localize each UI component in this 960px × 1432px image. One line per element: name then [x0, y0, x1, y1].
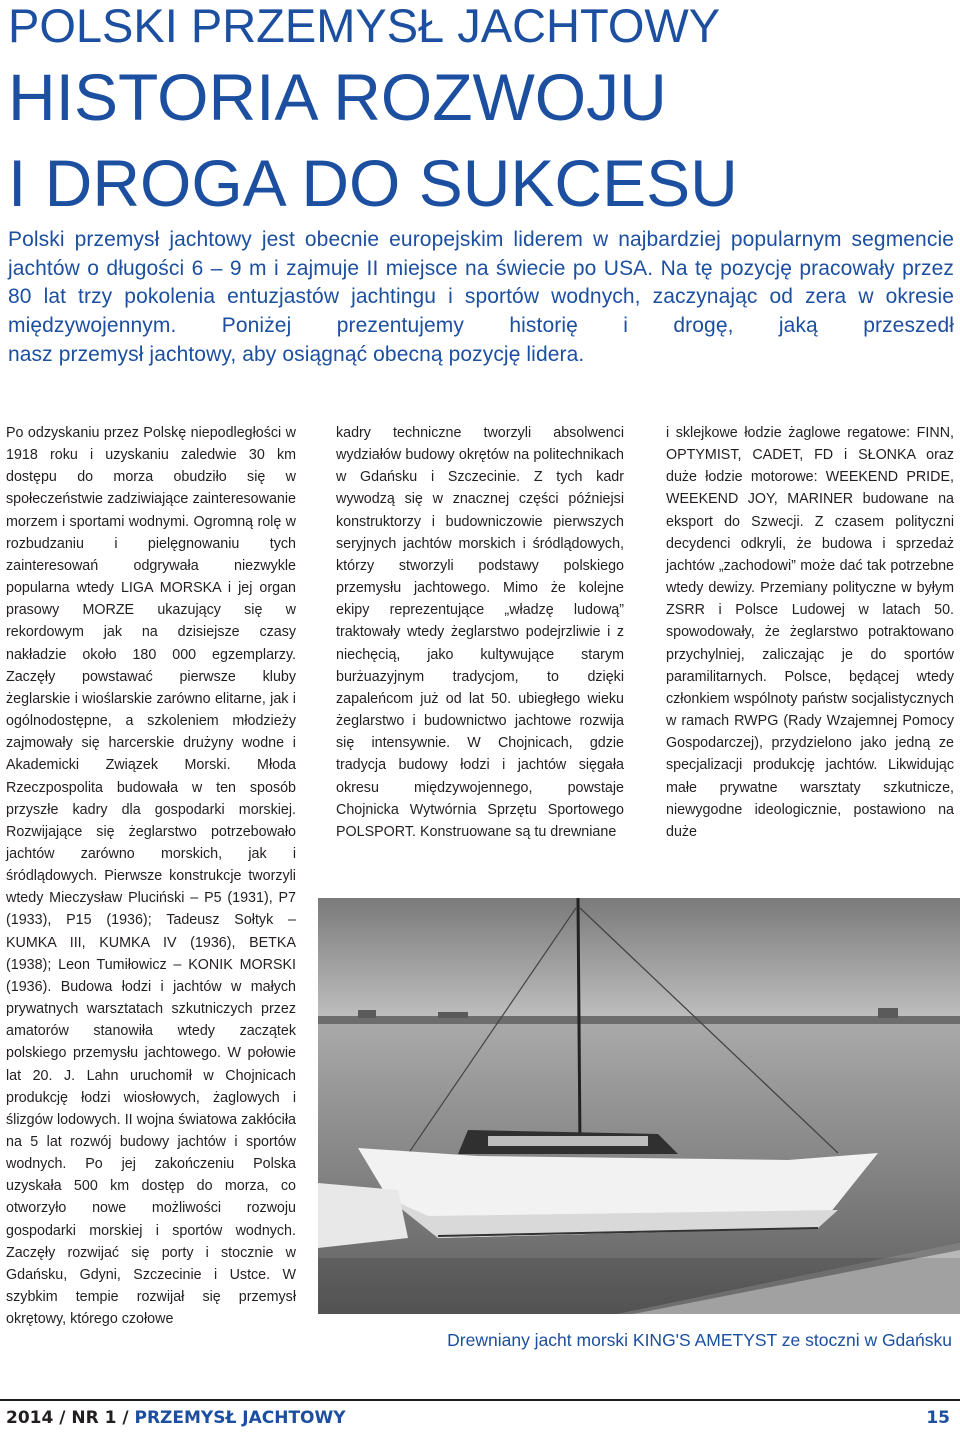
lead-paragraph — [8, 226, 954, 370]
title-line-3: I DROGA DO SUKCESU — [8, 146, 738, 220]
body-column-1: Po odzyskaniu przez Polskę niepodległości w 1918 roku i uzyskaniu zaledwie 30 km dostępu do morza obudziło się w społeczeństwie zadziwiające zainteresowanie morzem i sportami wodnymi. Ogromną rolę w rozbudzaniu i pielęgnowaniu tych zainteresowań odgrywała niezwykle popularna wtedy LIGA MORSKA i jej organ prasowy MORZE ukazujący się w rekordowym jak na dzisiejsze czasy nakładzie około 180 000 egzemplarzy. Zaczęły powstawać pierwsze kluby żeglarskie i wioślarskie zarówno elitarne, jak i ogólnodostępne, a szkoleniem młodzieży zajmowały się harcerskie drużyny wodne i Akademicki Związek Morski. Młoda Rzeczpospolita budowała w ten sposób przyszłe kadry dla gospodarki morskiej. Rozwijające się żeglarstwo potrzebowało jachtów zarówno morskich, jak i śródlądowych. Pierwsze konstrukcje tworzyli wtedy Mieczysław Pluciński – P5 (1931), P7 (1933), P15 (1936); Tadeusz Sołtyk – KUMKA III, KUMKA IV (1936), BETKA (1938); Leon Tumiłowicz – KONIK MORSKI (1936). Budowa łodzi i jachtów w małych prywatnych warsztatach szkutniczych przez amatorów stanowiła wtedy zaczątek polskiego przemysłu jachtowego. W połowie lat 20. J. Lahn uruchomił w Chojnicach produkcję łodzi wiosłowych, żaglowych i ślizgów lodowych. II wojna światowa zakłóciła na 5 lat rozwój budowy jachtów i sportów wodnych. Po jej zakończeniu Polska uzyskała 500 km dostęp do morza, co otworzyło nowe możliwości rozwoju gospodarki morskiej i sportów wodnych. Zaczęły rozwijać się porty i stocznie w Gdańsku, Gdyni, Szczecinie i Ustce. W szybkim tempie rozwijał się przemysł okrętowy, którego czołowe — [6, 425, 296, 1328]
lead-last-line: nasz przemysł jachtowy, aby osiągnąć obecną pozycję lidera. — [8, 342, 585, 366]
yacht-photo — [318, 898, 960, 1314]
footer-issue-number: 2014 / NR 1 / — [6, 1408, 135, 1428]
title-line-2: HISTORIA ROZWOJU — [8, 60, 667, 134]
body-column-2: kadry techniczne tworzyli absolwenci wydziałów budowy okrętów na politechnikach w Gdańsku i Szczecinie. Z tych kadr wywodzą się w znacznej części późniejsi konstruktorzy i budowniczowie pierwszych seryjnych jachtów morskich i śródlądowych, którzy stworzyli podstawy polskiego przemysłu jachtowego. Mimo że kolejne ekipy reprezentujące „władzę ludową” traktowały wtedy żeglarstwo podejrzliwie i z niechęcią, jako kultywujące starym burżuazyjnym tradycjom, to dzięki zapaleńcom już od lat 50. ubiegłego wieku żeglarstwo i budownictwo jachtowe rozwija się intensywnie. W Chojnicach, gdzie tradycja budowy łodzi i jachtów sięgała okresu międzywojennego, powstaje Chojnicka Wytwórnia Sprzętu Sportowego POLSPORT. Konstruowane są tu drewniane — [336, 425, 624, 840]
photo-caption: Drewniany jacht morski KING'S AMETYST ze stoczni w Gdańsku — [447, 1330, 952, 1350]
page-number: 15 — [926, 1408, 950, 1428]
body-column-3: i sklejkowe łodzie żaglowe regatowe: FINN, OPTYMIST, CADET, FD i SŁONKA oraz duże łodzie motorowe: WEEKEND PRIDE, WEEKEND JOY, MARINER budowane na eksport do Szwecji. Z czasem polityczni decydenci odkryli, że budowa i sprzedaż jachtów „zachodowi” może dać tak potrzebne wtedy dewizy. Przemiany polityczne w byłym ZSRR i Polsce Ludowej w latach 50. spowodowały, że żeglarstwo potraktowano przychylniej, zaliczając je do sportów paramilitarnych. Polsce, będącej wtedy członkiem wspólnoty państw socjalistycznych w ramach RWPG (Rady Wzajemnej Pomocy Gospodarczej), przydzielono jako jedną ze specjalizacji produkcję jachtów. Likwidując małe prywatne warsztaty szkutnicze, niewygodne ideologicznie, postawiono na duże — [666, 425, 954, 840]
footer-issue — [6, 1408, 346, 1428]
footer-publication: PRZEMYSŁ JACHTOWY — [134, 1408, 346, 1428]
title-line-1: POLSKI PRZEMYSŁ JACHTOWY — [8, 0, 721, 52]
footer-divider — [0, 1399, 960, 1401]
lead-text: Polski przemysł jachtowy jest obecnie europejskim liderem w najbardziej popularnym segmencie jachtów o długości 6 – 9 m i zajmuje II miejsce na świecie po USA. Na tę pozycję pracowały przez 80 lat trzy pokolenia entuzjastów jachtingu i sportów wodnych, zaczynając od zera w okresie międzywojennym. Poniżej prezentujemy historię i drogę, jaką przeszedł — [8, 228, 954, 338]
